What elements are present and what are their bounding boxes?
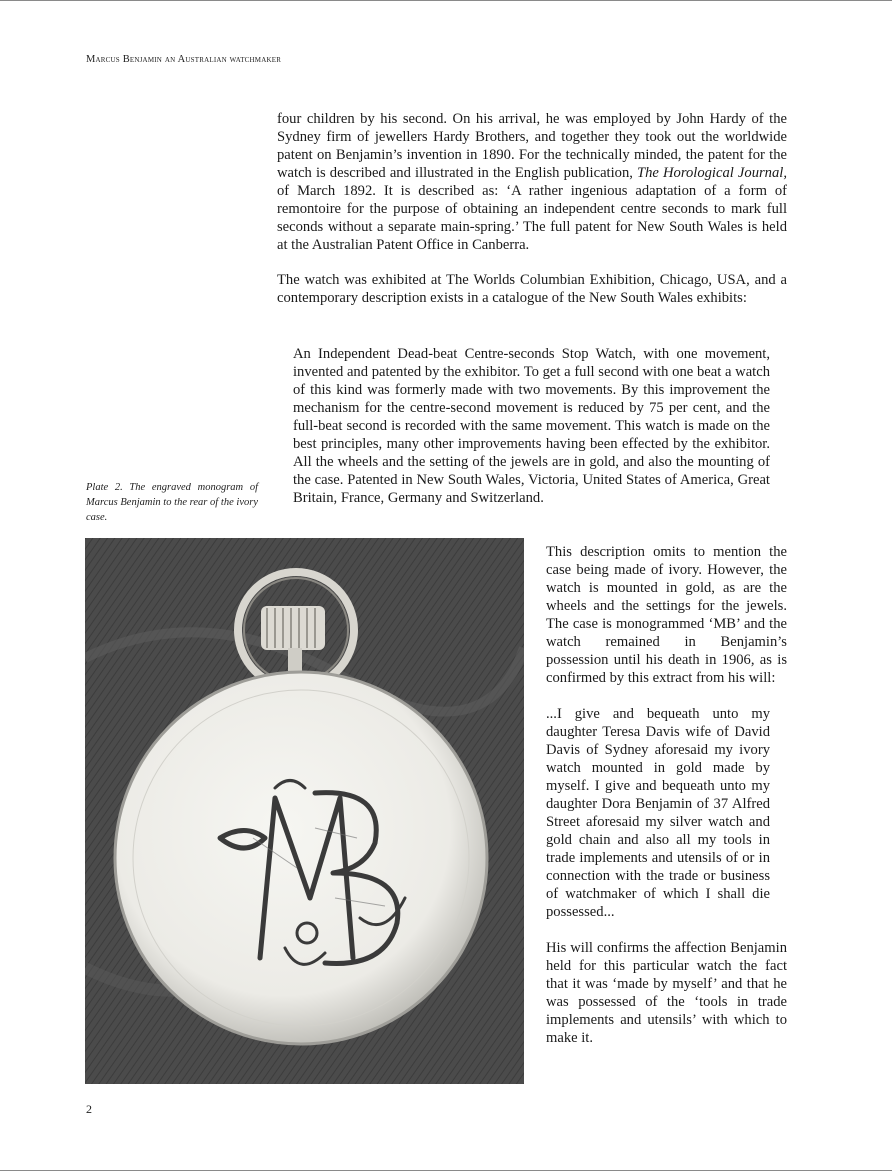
- paragraph-ivory-case: This description omits to mention the case being made of ivory. However, the watch is mounted in gold, as are the wheels and the settings for the jewels. The case is monogrammed ‘MB’ and the watch remained in Benjamin’s possession until his death in 1906, as is confirmed by this extract from his will:: [546, 544, 787, 686]
- side-text-column: [546, 543, 787, 1065]
- will-extract-quote: ...I give and bequeath unto my daughter Teresa Davis wife of David Davis of Sydney aforesaid my ivory watch mounted in gold made by myself. I give and bequeath unto my daughter Dora Benjamin of 37 Alfred Street aforesaid my silver watch and gold chain and also all my tools in trade implements and utensils of or in connection with the trade or business of watchmaker of which I shall die possessed...: [546, 706, 770, 920]
- paragraph-exhibition: The watch was exhibited at The Worlds Columbian Exhibition, Chicago, USA, and a contemporary description exists in a catalogue of the New South Wales exhibits:: [277, 272, 787, 306]
- plate-caption: Plate 2. The engraved monogram of Marcus Benjamin to the rear of the ivory case.: [86, 482, 258, 523]
- main-text-column: [277, 110, 787, 324]
- watch-illustration: [85, 538, 524, 1084]
- page-top-rule: [0, 0, 892, 1]
- running-head: Marcus Benjamin an Australian watchmaker: [86, 54, 282, 65]
- ivory-case: [115, 672, 487, 1044]
- crown: [261, 606, 325, 650]
- paragraph-will-conclusion: His will confirms the affection Benjamin held for this particular watch the fact that it was ‘made by myself’ and that he was possessed of the ‘tools in trade implements and utensils’ with which to make it.: [546, 940, 787, 1046]
- catalogue-quote: An Independent Dead-beat Centre-seconds Stop Watch, with one movement, invented and patented by the exhibitor. To get a full second with one beat a watch of this kind was formerly made with two movements. By this improvement the mechanism for the centre-second movement is reduced by 75 per cent, and the full-beat second is recorded with the same movement. This watch is made on the best principles, many other improvements having been effected by the exhibitor. All the wheels and the setting of the jewels are in gold, and also the mounting of the case. Patented in New South Wales, Victoria, United States of America, Great Britain, France, Germany and Switzerland.: [293, 346, 770, 506]
- paragraph-patent-text-a: four children by his second. On his arrival, he was employed by John Hardy of the Sydney firm of jewellers Hardy Brothers, and together they took out the worldwide patent on Benjamin’s invention in 1890. For the technically minded, the patent for the watch is described and illustrated in the English publication,: [277, 111, 787, 181]
- page-number: 2: [86, 1102, 92, 1116]
- paragraph-patent: [277, 110, 787, 254]
- journal-title: The Horological Journal,: [637, 165, 787, 181]
- page-bottom-rule: [0, 1170, 892, 1171]
- paragraph-patent-text-b: of March 1892. It is described as: ‘A rather ingenious adaptation of a form of remontoire for the purpose of obtaining an independent centre seconds to mark full seconds without a separate main-spring.’ The full patent for New South Wales is held at the Australian Patent Office in Canberra.: [277, 183, 787, 253]
- watch-photograph: [85, 538, 524, 1084]
